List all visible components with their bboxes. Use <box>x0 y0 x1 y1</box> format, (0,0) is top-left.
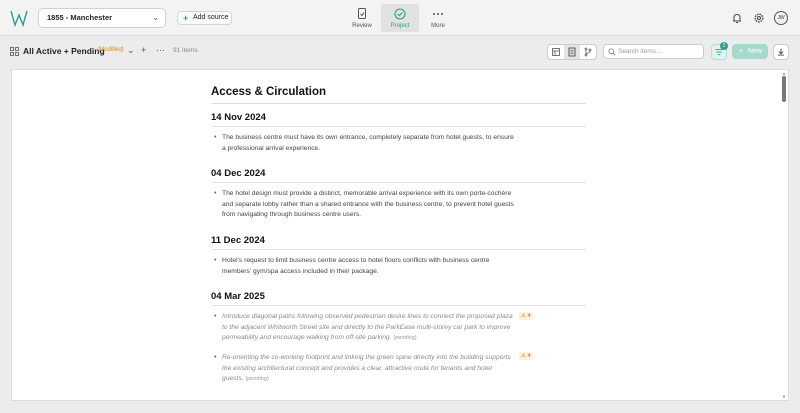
add-view-icon[interactable]: + <box>141 45 147 55</box>
table-icon <box>548 45 564 59</box>
app-logo[interactable] <box>10 9 28 27</box>
bullet: • <box>214 257 217 264</box>
more-dots-icon <box>431 7 445 21</box>
bullet: • <box>214 313 217 320</box>
tab-review-label: Review <box>352 23 372 29</box>
filter-count-badge: 2 <box>720 42 728 50</box>
item-text: Re-orienting the co-working footprint and linking the green spine directly into the building supports the existing architectural concept and provides a clear, attractive route for tenants and hotel guests. <box>222 354 511 382</box>
scrollbar[interactable] <box>781 72 787 400</box>
tab-more-label: More <box>431 23 445 29</box>
item-count: 91 items <box>173 47 198 54</box>
warning-badge[interactable] <box>519 352 533 360</box>
warning-icon: ⚠ <box>521 313 526 319</box>
pending-list-item[interactable] <box>222 312 515 344</box>
view-mode-toggle <box>547 44 597 60</box>
section-date: 11 Dec 2024 <box>211 235 265 246</box>
item-text: Introduce diagonal paths following observed pedestrian desire lines to connect the proposed plaza to the adjacent Whitworth Street site and directly to the ParkEase multi-storey car park to improve permeability and encourage walking from off-site parking. <box>222 313 513 341</box>
download-icon <box>774 45 788 59</box>
chevron-down-icon: ⌄ <box>152 13 159 22</box>
divider <box>211 182 586 183</box>
divider <box>211 126 586 127</box>
gear-icon[interactable] <box>752 11 766 25</box>
view-selector[interactable]: All Active + Pending <box>23 46 105 56</box>
search-input[interactable] <box>618 46 702 57</box>
more-horizontal-icon[interactable]: ⋯ <box>156 45 165 55</box>
branch-view-button[interactable] <box>580 45 596 59</box>
tab-project-label: Project <box>390 23 410 29</box>
pending-list-item[interactable] <box>222 353 515 385</box>
section-date: 04 Mar 2025 <box>211 291 265 302</box>
plus-icon: + <box>739 48 744 55</box>
divider <box>211 103 586 104</box>
bullet: • <box>214 190 217 197</box>
scrollbar-thumb[interactable] <box>782 76 786 102</box>
top-bar <box>0 0 800 36</box>
bell-icon[interactable] <box>730 11 744 25</box>
add-source-label: Add source <box>193 14 229 21</box>
warning-icon: ⚠ <box>521 353 526 359</box>
project-name: 1855 - Manchester <box>47 13 113 22</box>
warning-badge[interactable] <box>519 312 533 320</box>
grid-view-icon <box>10 47 19 56</box>
section-date: 04 Dec 2024 <box>211 168 266 179</box>
bullet: • <box>214 134 217 141</box>
tab-more[interactable] <box>419 4 457 32</box>
add-source-button[interactable] <box>177 11 232 25</box>
search-box <box>603 44 704 59</box>
download-button[interactable] <box>773 44 789 60</box>
search-icon <box>608 48 616 56</box>
table-view-button[interactable] <box>548 45 564 59</box>
pending-tag: (pending) <box>245 376 269 382</box>
list-item[interactable]: The hotel design must provide a distinct, memorable arrival experience with its own porte-cochère and separate lobby rather than a shared entrance with the business centre, to prevent hotel guests from navigating through business centre users. <box>222 190 514 218</box>
bullet: • <box>214 354 217 361</box>
scroll-down-icon[interactable]: ▼ <box>782 394 786 399</box>
view-modified-label: (Modified) <box>97 47 124 53</box>
warning-count: 4 <box>527 353 531 359</box>
view-toolbar <box>0 36 800 68</box>
document-title: Access & Circulation <box>211 86 327 98</box>
warning-count: 4 <box>527 313 531 319</box>
list-item[interactable]: The business centre must have its own entrance, completely separate from hotel guests, to ensure a professional arrival experience. <box>222 134 514 152</box>
tab-project[interactable] <box>381 4 419 32</box>
review-doc-icon <box>355 7 369 21</box>
avatar[interactable]: JW <box>774 11 788 25</box>
chevron-down-icon[interactable]: ⌄ <box>127 45 135 55</box>
pending-tag: (pending) <box>393 335 417 341</box>
tab-review[interactable] <box>343 4 381 32</box>
document-icon <box>564 45 580 59</box>
new-label: New <box>748 48 763 55</box>
divider <box>211 249 586 250</box>
section-date: 14 Nov 2024 <box>211 112 266 123</box>
new-item-button[interactable] <box>732 44 768 59</box>
divider <box>211 305 586 306</box>
document-view-button[interactable] <box>564 45 580 59</box>
branch-icon <box>580 45 596 59</box>
list-item[interactable]: Hotel's request to limit business centre access to hotel floors conflicts with business centre members' gym/spa access included in their package. <box>222 257 490 275</box>
scroll-up-icon[interactable]: ▲ <box>782 71 786 76</box>
project-selector[interactable] <box>38 8 166 28</box>
document-panel <box>11 69 789 401</box>
project-check-icon <box>393 7 407 21</box>
plus-icon: + <box>183 13 189 23</box>
